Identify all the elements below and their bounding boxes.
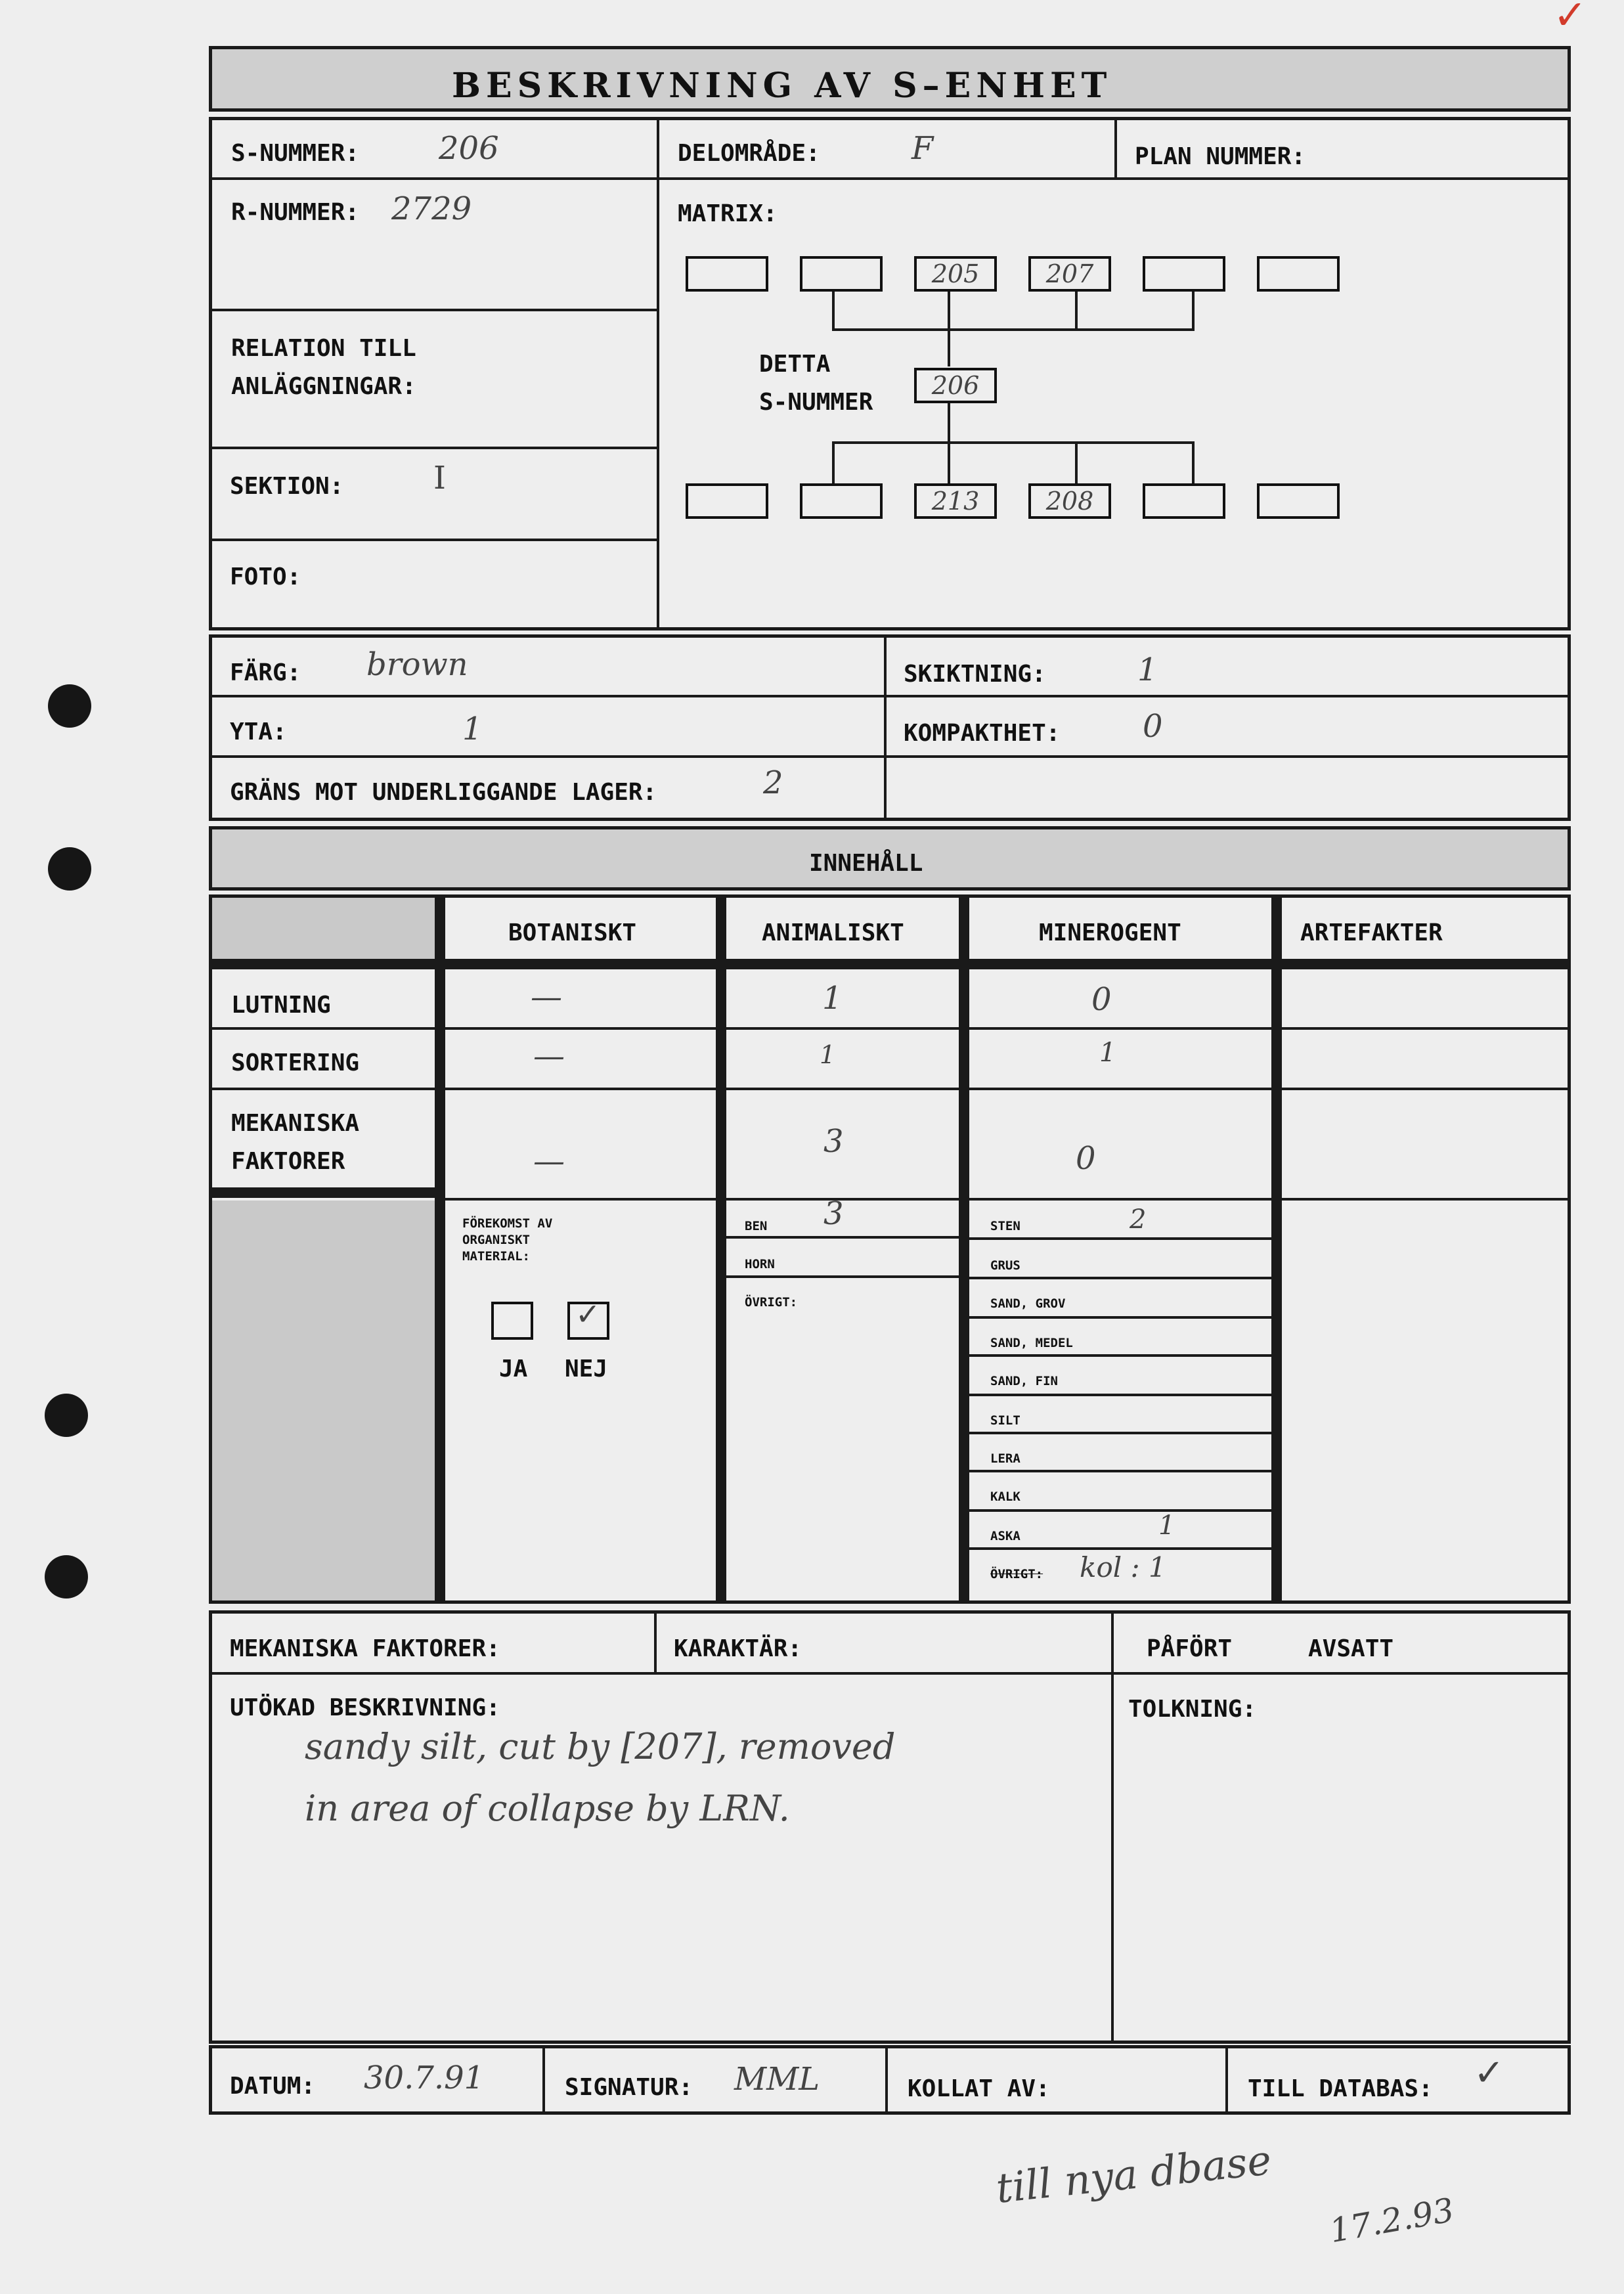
mineral-lera-label: LERA	[990, 1451, 1020, 1466]
nej-label: NEJ	[565, 1356, 608, 1382]
animal-ben-label: BEN	[745, 1219, 768, 1233]
mineral-sand-fin-label: SAND, FIN	[990, 1374, 1058, 1388]
kollat-av-label: KOLLAT AV:	[908, 2075, 1050, 2102]
r-nummer-label: R-NUMMER:	[231, 199, 360, 226]
delomrade-label: DELOMRÅDE:	[678, 140, 820, 167]
matrix-above-6	[1257, 256, 1340, 292]
skiktning-label: SKIKTNING:	[904, 661, 1046, 688]
animal-ovrigt-label: ÖVRIGT:	[745, 1295, 798, 1310]
mineral-aska-label: ASKA	[990, 1529, 1020, 1543]
matrix-below-6	[1257, 483, 1340, 519]
matrix-below-3: 213	[914, 483, 997, 519]
mineral-silt-label: SILT	[990, 1413, 1020, 1428]
mekaniska-botaniskt: —	[533, 1143, 565, 1180]
col-minerogent: MINEROGENT	[1039, 919, 1181, 946]
till-databas-check: ✓	[1474, 2052, 1504, 2094]
relation-label-1: RELATION TILL	[231, 335, 416, 362]
foto-label: FOTO:	[230, 563, 301, 590]
animal-horn-label: HORN	[745, 1257, 775, 1271]
matrix-above-1	[686, 256, 768, 292]
skiktning-value: 1	[1137, 651, 1158, 688]
annotation-line-2: 17.2.93	[1327, 2190, 1457, 2251]
grans-value: 2	[763, 764, 783, 801]
s-nummer-label: S-NUMMER:	[231, 140, 360, 167]
signatur-label: SIGNATUR:	[565, 2074, 693, 2101]
signatur-value: MML	[734, 2061, 820, 2098]
forekomst-label-1: FÖREKOMST AV	[462, 1216, 553, 1231]
sortering-minerogent: 1	[1099, 1038, 1116, 1068]
relation-label-2: ANLÄGGNINGAR:	[231, 373, 416, 400]
innehall-title: INNEHÅLL	[809, 850, 923, 877]
mineral-ovrigt-value: kol : 1	[1080, 1551, 1166, 1583]
r-nummer-value: 2729	[391, 190, 472, 227]
matrix-below-1	[686, 483, 768, 519]
s-nummer-value: 206	[439, 130, 499, 167]
farg-label: FÄRG:	[230, 659, 301, 686]
mekaniska-minerogent: 0	[1076, 1140, 1096, 1177]
farg-value: brown	[366, 646, 468, 683]
lutning-animaliskt: 1	[822, 980, 843, 1017]
yta-value: 1	[462, 711, 483, 747]
ja-checkbox[interactable]	[491, 1302, 533, 1340]
sortering-animaliskt: 1	[820, 1040, 836, 1069]
binder-hole-4	[45, 1555, 88, 1599]
binder-hole-2	[48, 847, 91, 891]
lutning-botaniskt: —	[531, 979, 562, 1015]
grans-label: GRÄNS MOT UNDERLIGGANDE LAGER:	[230, 779, 657, 806]
mineral-aska-value: 1	[1158, 1511, 1175, 1541]
mineral-sand-grov-label: SAND, GROV	[990, 1296, 1066, 1311]
matrix-above-4: 207	[1028, 256, 1111, 292]
matrix-above-5	[1143, 256, 1225, 292]
matrix-below-4: 208	[1028, 483, 1111, 519]
tolkning-label: TOLKNING:	[1128, 1696, 1257, 1723]
kompakthet-label: KOMPAKTHET:	[904, 720, 1061, 747]
mineral-sten-value: 2	[1130, 1204, 1147, 1235]
matrix-below-2	[800, 483, 883, 519]
avsatt-label: AVSATT	[1308, 1635, 1394, 1662]
datum-value: 30.7.91	[364, 2060, 485, 2096]
row-lutning-label: LUTNING	[231, 992, 331, 1019]
karaktar-label: KARAKTÄR:	[674, 1635, 802, 1662]
datum-label: DATUM:	[230, 2073, 316, 2100]
detta-label-2: S-NUMMER	[759, 389, 873, 416]
utokad-line-1: sandy silt, cut by [207], removed	[305, 1726, 896, 1767]
col-animaliskt: ANIMALISKT	[762, 919, 904, 946]
corner-check-mark: ✓	[1553, 0, 1587, 39]
row-mekaniska-label-2: FAKTORER	[231, 1148, 345, 1175]
sektion-label: SEKTION:	[230, 473, 344, 500]
mekaniska-animaliskt: 3	[823, 1123, 844, 1160]
row-sortering-label: SORTERING	[231, 1049, 360, 1076]
matrix-above-3: 205	[914, 256, 997, 292]
matrix-current: 206	[914, 368, 997, 403]
till-databas-label: TILL DATABAS:	[1248, 2075, 1433, 2102]
mineral-kalk-label: KALK	[990, 1489, 1020, 1504]
utokad-label: UTÖKAD BESKRIVNING:	[230, 1694, 500, 1721]
matrix-label: MATRIX:	[678, 200, 778, 227]
animal-ben-value: 3	[823, 1195, 844, 1232]
forekomst-label-2: ORGANISKT	[462, 1233, 530, 1247]
mineral-grus-label: GRUS	[990, 1258, 1020, 1273]
plan-nummer-label: PLAN NUMMER:	[1135, 143, 1306, 170]
detta-label-1: DETTA	[759, 351, 831, 378]
form-title: BESKRIVNING AV S–ENHET	[452, 66, 1112, 106]
col-artefakter: ARTEFAKTER	[1300, 919, 1443, 946]
annotation-line-1: till nya dbase	[994, 2136, 1274, 2213]
ja-label: JA	[499, 1356, 528, 1382]
mek-faktorer-label: MEKANISKA FAKTORER:	[230, 1635, 500, 1662]
nej-check-mark: ✓	[575, 1296, 601, 1332]
mineral-sten-label: STEN	[990, 1219, 1020, 1233]
lutning-minerogent: 0	[1091, 981, 1112, 1018]
mineral-ovrigt-label: ÖVRIGT:	[990, 1567, 1043, 1581]
kompakthet-value: 0	[1143, 708, 1163, 745]
sortering-botaniskt: —	[533, 1038, 565, 1074]
utokad-line-2: in area of collapse by LRN.	[305, 1788, 790, 1829]
matrix-below-5	[1143, 483, 1225, 519]
binder-hole-3	[45, 1394, 88, 1437]
col-botaniskt: BOTANISKT	[508, 919, 637, 946]
pafort-label: PÅFÖRT	[1147, 1635, 1233, 1662]
matrix-above-2	[800, 256, 883, 292]
mineral-sand-medel-label: SAND, MEDEL	[990, 1336, 1073, 1350]
delomrade-value: F	[911, 130, 934, 167]
row-mekaniska-label-1: MEKANISKA	[231, 1110, 360, 1137]
binder-hole-1	[48, 684, 91, 728]
forekomst-label-3: MATERIAL:	[462, 1249, 530, 1264]
sektion-value: I	[433, 460, 446, 496]
yta-label: YTA:	[230, 718, 287, 745]
